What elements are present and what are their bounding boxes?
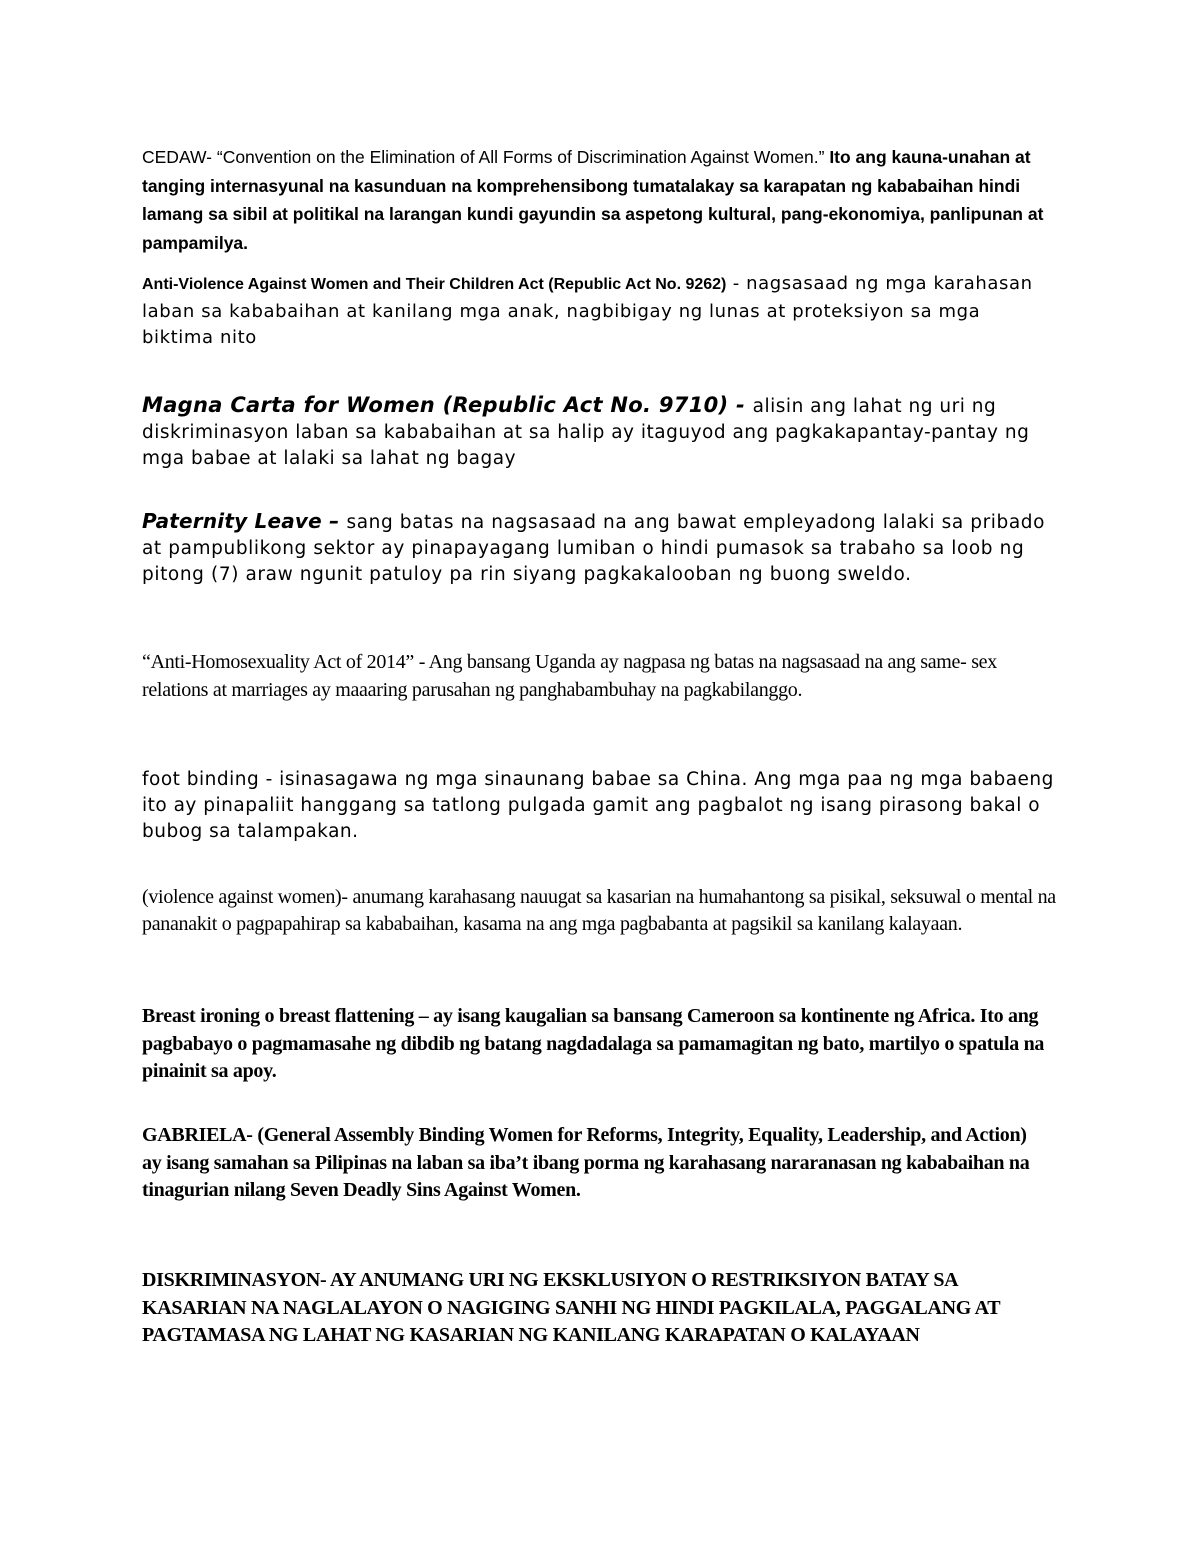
- magna-carta-description: alisin ang lahat ng uri ng diskriminasyon laban sa kababaihan at sa halip ay itaguyod ang pagkakapantay-pantay ng mga babae at lalaki sa lahat ng bagay: [142, 396, 1030, 469]
- anti-vawc-heading: Anti-Violence Against Women and Their Children Act (Republic Act No. 9262): [142, 276, 727, 293]
- paternity-leave-description: sang batas na nagsasaad na ang bawat empleyadong lalaki sa pribado at pampublikong sektor ay pinapayagang lumiban o hindi pumasok sa trabaho sa loob ng pitong (7) araw ngunit patuloy pa rin siyang pagkakalooban ng buong sweldo.: [142, 512, 1046, 585]
- paragraph-gabriela: GABRIELA- (General Assembly Binding Women for Reforms, Integrity, Equality, Leadership, and Action) ay isang samahan sa Pilipinas na laban sa iba’t ibang porma ng karahasang nararanasan ng kababaihan na tinagurian nilang Seven Deadly Sins Against Women.: [142, 1124, 1030, 1201]
- cedaw-description: Ito ang kauna-unahan at tanging internasyunal na kasunduan na komprehensibong tumatalakay sa karapatan ng kababaihan hindi lamang sa sibil at politikal na larangan kundi gayundin sa aspetong kultural, pang-ekonomiya, panlipunan at pampamilya.: [142, 147, 1044, 253]
- paragraph-cedaw: [142, 143, 1057, 257]
- paragraph-diskriminasyon: DISKRIMINASYON- AY ANUMANG URI NG EKSKLUSIYON O RESTRIKSIYON BATAY SA KASARIAN NA NAGLALAYON O NAGIGING SANHI NG HINDI PAGKILALA, PAGGALANG AT PAGTAMASA NG LAHAT NG KASARIAN NG KANILANG KARAPATAN O KALAYAAN: [142, 1269, 1000, 1346]
- paragraph-magna-carta: [142, 392, 1047, 472]
- anti-vawc-description: - nagsasaad ng mga karahasan laban sa kababaihan at kanilang mga anak, nagbibigay ng lunas at proteksiyon sa mga biktima nito: [142, 273, 1033, 348]
- paragraph-breast-ironing: Breast ironing o breast flattening – ay isang kaugalian sa bansang Cameroon sa kontinente ng Africa. Ito ang pagbabayo o pagmamasahe ng dibdib ng batang nagdadalaga sa pamamagitan ng bato, martilyo o spatula na pinainit sa apoy.: [142, 1005, 1045, 1082]
- cedaw-lead: CEDAW- “Convention on the Elimination of All Forms of Discrimination Against Women.”: [142, 147, 825, 167]
- paragraph-violence-against-women: (violence against women)- anumang karahasang nauugat sa kasarian na humahantong sa pisikal, seksuwal o mental na pananakit o pagpapahirap sa kababaihan, kasama na ang mga pagbabanta at pagsikil sa kanilang kalayaan.: [142, 886, 1056, 935]
- magna-carta-heading: Magna Carta for Women (Republic Act No. 9710) -: [142, 393, 753, 417]
- paragraph-anti-vawc: [142, 271, 1057, 352]
- paternity-leave-heading: Paternity Leave –: [142, 509, 347, 533]
- paragraph-anti-homosexuality-act: “Anti-Homosexuality Act of 2014” - Ang bansang Uganda ay nagpasa ng batas na nagsasaad na ang same- sex relations at marriages ay maaaring parusahan ng panghabambuhay na pagkabilanggo.: [142, 651, 997, 701]
- paragraph-foot-binding: foot binding - isinasagawa ng mga sinaunang babae sa China. Ang mga paa ng mga babaeng ito ay pinapaliit hanggang sa tatlong pulgada gamit ang pagbalot ng isang pirasong bakal o bubog sa talampakan.: [142, 769, 1054, 842]
- paragraph-paternity-leave: [142, 508, 1057, 588]
